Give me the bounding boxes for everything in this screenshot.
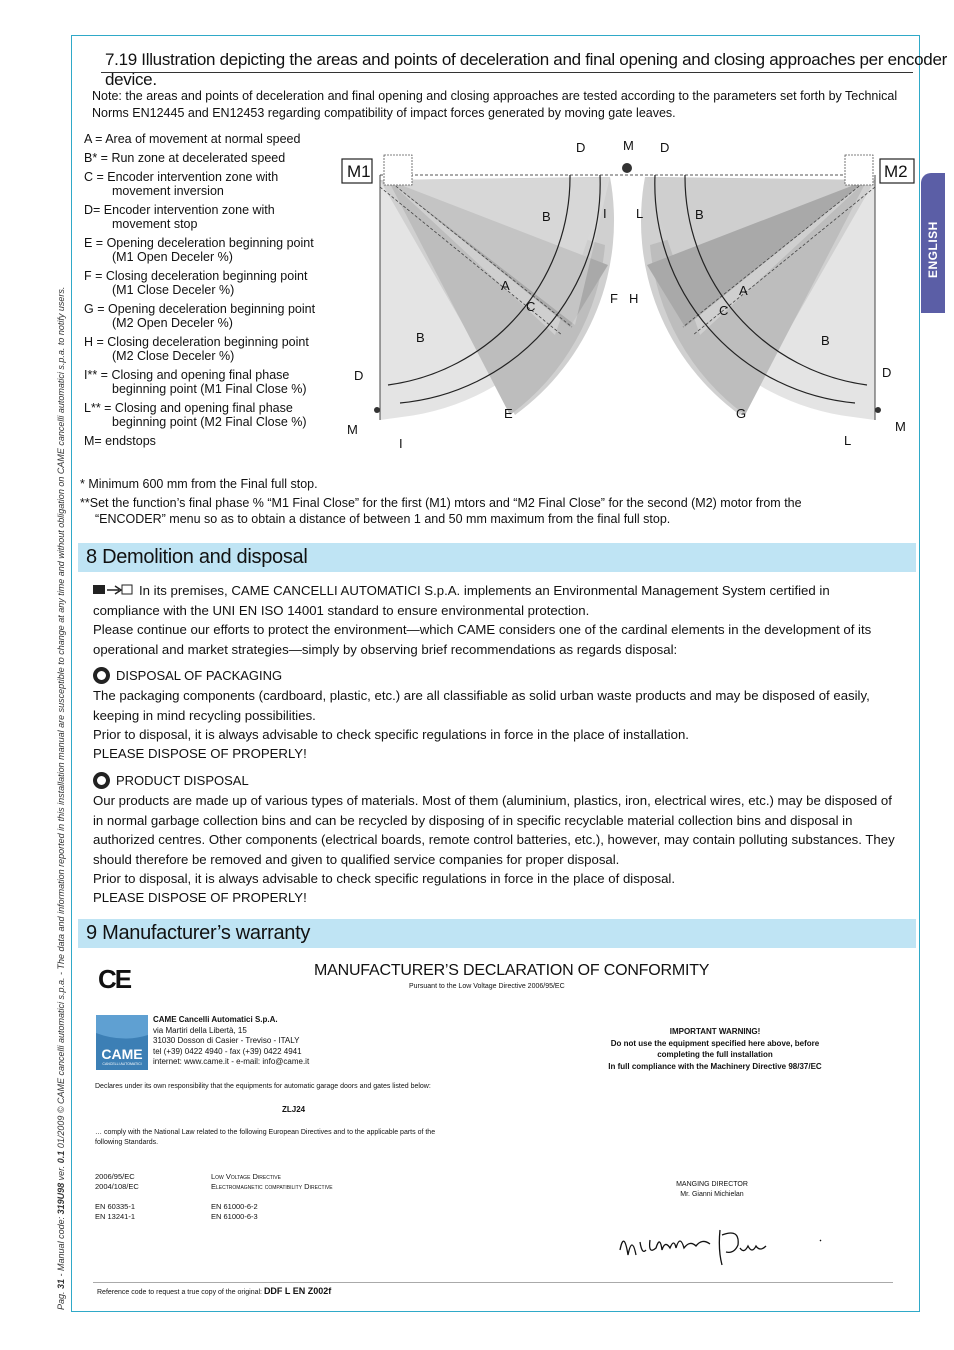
- declares-text: Declares under its own responsibility that the equipments for automatic garage doors and gates listed below:: [95, 1083, 431, 1090]
- section-8-intro: In its premises, CAME CANCELLI AUTOMATICI S.p.A. implements an Environmental Management System certified in compliance with the UNI EN ISO 14001 standard to ensure environmental protection.: [93, 583, 830, 618]
- label-f: F: [610, 291, 618, 306]
- label-m-top: M: [623, 138, 634, 153]
- left-endstop-icon: [374, 407, 380, 413]
- section-7-19-title: 7.19 Illustration depicting the areas and points of deceleration and final opening and closing approaches per encoder device.: [105, 50, 947, 89]
- m1-motor-icon: [384, 155, 412, 185]
- reference-rule: [93, 1282, 893, 1283]
- handwritten-signature: [610, 1210, 830, 1280]
- section-7-19-note: Note: the areas and points of deceleration and final opening and closing approaches are tested according to the parameters set forth by Technical Norms EN12445 and EN12453 regarding compatibility of impact forces generated by moving gate leaves.: [92, 89, 898, 120]
- model-code: ZLJ24: [282, 1105, 306, 1114]
- legend-item: F = Closing deceleration beginning point (M1 Close Deceler %): [84, 269, 308, 297]
- comply-text: … comply with the National Law related to the following European Directives and to the applicable parts of the following Standards.: [95, 1129, 436, 1146]
- reference-code: Reference code to request a true copy of the original: DDF L EN Z002f: [97, 1286, 332, 1296]
- title-rule: [101, 72, 913, 73]
- label-a-right: A: [739, 283, 748, 298]
- product-p1: Our products are made up of various types of materials. Most of them (aluminium, plastics, iron, electrical wires, etc.) may be disposed of in normal garbage collection bins and can be recycled by disposing of in specific recyclable material collection bins and disposal in authorized centres. Other components (electrical boards, remote control batteries, etc.), however, may contain polluting substances. They should therefore be removed and given to qualified service companies for proper disposal.: [93, 793, 895, 867]
- label-c-left: C: [526, 299, 536, 314]
- label-g: G: [736, 406, 747, 421]
- label-d-right: D: [882, 365, 892, 380]
- important-warning: IMPORTANT WARNING! Do not use the equipment specified here above, before completing the full installation In full compliance with the Machinery Directive 98/37/EC: [608, 1027, 822, 1071]
- directives-table: 2006/95/EC Low Voltage Directive 2004/108/EC Electromagnetic compatibility Directive EN 60335-1 EN 61000-6-2 EN 13241-1 EN 61000-6-3: [95, 1172, 333, 1221]
- label-m-right: M: [895, 419, 906, 434]
- legend-item: B* = Run zone at decelerated speed: [84, 151, 286, 165]
- diagram-legend: [84, 132, 344, 453]
- label-h: H: [629, 291, 639, 306]
- label-l-top: L: [636, 206, 644, 221]
- packaging-p3: PLEASE DISPOSE OF PROPERLY!: [93, 746, 307, 761]
- legend-item: D= Encoder intervention zone with movement stop: [84, 203, 275, 231]
- declaration-subtitle: Pursuant to the Low Voltage Directive 2006/95/EC: [409, 983, 565, 990]
- packaging-p2: Prior to disposal, it is always advisable to check specific regulations in force in the place of installation.: [93, 727, 689, 742]
- legend-item: H = Closing deceleration beginning point (M2 Close Deceler %): [84, 335, 309, 363]
- label-b-right-top: B: [695, 207, 704, 222]
- legend-item: I** = Closing and opening final phase beginning point (M1 Final Close %): [84, 368, 307, 396]
- logo-text: CAME: [101, 1046, 143, 1062]
- m1-gate-zones: [380, 177, 614, 420]
- recycle-icon: [93, 667, 110, 684]
- language-tab-label: ENGLISH: [926, 221, 940, 278]
- label-c-right: C: [719, 303, 729, 318]
- label-l-bottom: L: [844, 433, 852, 448]
- legend-item: A = Area of movement at normal speed: [84, 132, 301, 146]
- language-tab[interactable]: [921, 173, 945, 313]
- ce-mark: CE: [98, 964, 131, 994]
- product-p2: Prior to disposal, it is always advisable to check specific regulations in force in the place of disposal.: [93, 871, 676, 886]
- label-d-left: D: [354, 368, 364, 383]
- section-8-header: 8 Demolition and disposal: [78, 543, 916, 572]
- label-m-left: M: [347, 422, 358, 437]
- logo-subtext: CANCELLI AUTOMATICI: [102, 1062, 142, 1066]
- section-8-p2: Please continue our efforts to protect the environment—which CAME considers one of the cardinal elements in the development of its operational and market strategies—simply by observing brief recommendations as regards disposal:: [93, 622, 872, 657]
- declaration-title: MANUFACTURER’S DECLARATION OF CONFORMITY: [314, 962, 710, 979]
- section-9-header: 9 Manufacturer’s warranty: [78, 919, 916, 948]
- label-b-left-top: B: [542, 209, 551, 224]
- label-b-left-bottom: B: [416, 330, 425, 345]
- company-address: CAME Cancelli Automatici S.p.A. via Martiri della Libertà, 15 31030 Dosson di Casier - Treviso - ITALY tel (+39) 0422 4940 - fax (+39) 0422 4941 internet: www.came.it - e-mail: info@came.it: [153, 1015, 310, 1066]
- managing-director: MANGING DIRECTOR Mr. Gianni Michielan: [676, 1181, 748, 1198]
- m2-gate-zones: [641, 177, 875, 420]
- m2-motor-icon: [845, 155, 873, 185]
- label-d-top-right: D: [660, 140, 670, 155]
- label-m1: M1: [347, 162, 371, 181]
- center-endstop-icon: [622, 163, 632, 173]
- label-a-left: A: [501, 278, 510, 293]
- product-heading: PRODUCT DISPOSAL: [93, 772, 249, 789]
- label-m2: M2: [884, 162, 908, 181]
- environment-icon: [93, 584, 133, 596]
- legend-item: L** = Closing and opening final phase beginning point (M2 Final Close %): [84, 401, 307, 429]
- product-p3: PLEASE DISPOSE OF PROPERLY!: [93, 890, 307, 905]
- recycle-icon: [93, 772, 110, 789]
- right-endstop-icon: [875, 407, 881, 413]
- legend-item: E = Opening deceleration beginning point (M1 Open Deceler %): [84, 236, 314, 264]
- deceleration-diagram: [340, 135, 915, 455]
- label-b-right-bottom: B: [821, 333, 830, 348]
- legend-item: G = Opening deceleration beginning point (M2 Open Deceler %): [84, 302, 316, 330]
- footnote-1: * Minimum 600 mm from the Final full stop.: [80, 477, 318, 491]
- label-d-top-left: D: [576, 140, 586, 155]
- label-i-top: I: [603, 206, 607, 221]
- footnote-2: **Set the function’s final phase % “M1 Final Close” for the first (M1) mtors and “M2 Final Close” for the second (M2) motor from the “ENCODER” menu so as to obtain a distance of between 1 and 50 mm maximum from the final full stop.: [80, 496, 802, 526]
- packaging-p1: The packaging components (cardboard, plastic, etc.) are all classifiable as solid urban waste products and may be disposed of easily, keeping in mind recycling possibilities.: [93, 688, 870, 723]
- label-i-bottom: I: [399, 436, 403, 451]
- legend-item: C = Encoder intervention zone with movement inversion: [84, 170, 279, 198]
- packaging-heading: DISPOSAL OF PACKAGING: [93, 667, 282, 684]
- label-e: E: [504, 406, 513, 421]
- side-note: Pag. 31 - Manual code: 319U98 ver. 0.1 01/2009 © CAME cancelli automatici s.p.a. - The data and information reported in this installation manual are susceptible to change at any time and without obligation on CAME cancelli automatici s.p.a. to notify users.: [56, 286, 66, 1310]
- legend-item: M= endstops: [84, 434, 156, 448]
